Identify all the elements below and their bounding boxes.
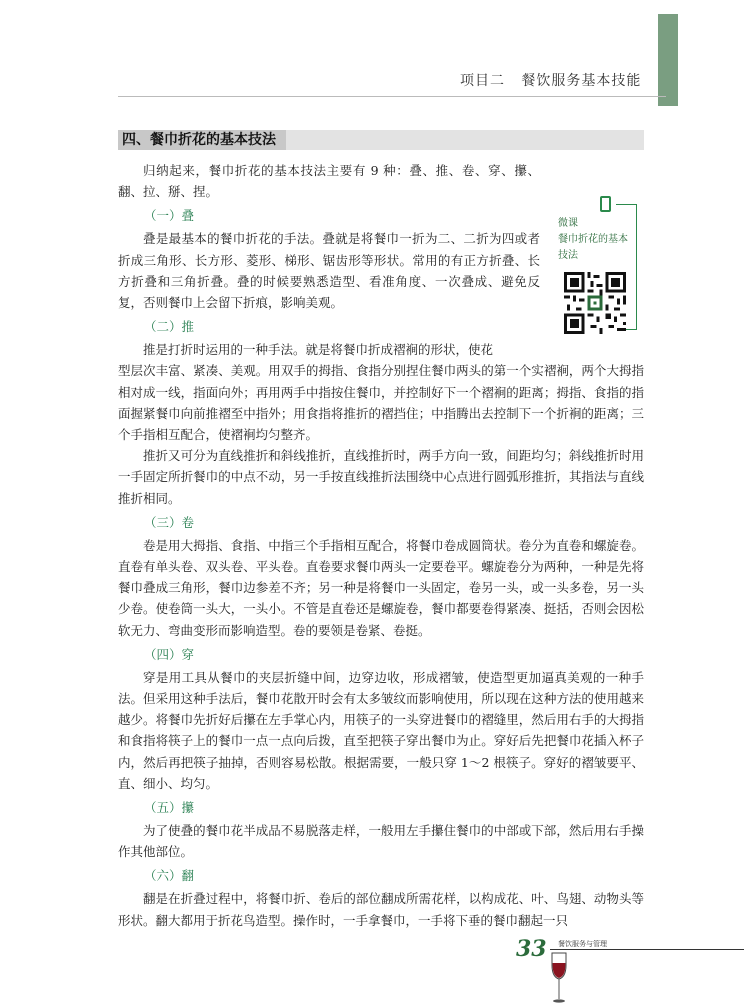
intro-paragraph: 归纳起来，餐巾折花的基本技法主要有 9 种：叠、推、卷、穿、攥、翻、拉、掰、捏。 [118, 163, 540, 200]
header-rule [118, 96, 666, 97]
chapter-tab [658, 14, 678, 106]
qr-code-icon[interactable] [564, 272, 626, 334]
note-line-1: 微课 [558, 218, 578, 229]
note-line-2: 餐巾折花的基本 [558, 234, 628, 245]
heading-fan: （六）翻 [144, 868, 195, 884]
wine-glass-icon [550, 951, 568, 1005]
heading-tui: （二）推 [144, 319, 195, 335]
heading-chuan: （四）穿 [144, 646, 195, 662]
paragraph-zuan: 为了使叠的餐巾花半成品不易脱落走样，一般用左手攥住餐巾的中部或下部，然后用右手操作其他部位。 [118, 823, 644, 860]
heading-zuan: （五）攥 [144, 800, 195, 816]
footer-book-title: 餐饮服务与管理 [558, 940, 607, 948]
page-number: 33 [516, 936, 547, 962]
paragraph-tui-1a: 推是打折时运用的一种手法。就是将餐巾折成褶裥的形状，使花 [143, 342, 494, 358]
micro-lesson-note [556, 196, 646, 346]
page-header-title: 项目二 餐饮服务基本技能 [460, 73, 642, 89]
phone-icon [600, 196, 611, 212]
paragraph-tui-1b: 型层次丰富、紧凑、美观。用双手的拇指、食指分别捏住餐巾两头的第一个实褶裥，两个大拇指相对成一线，指面向外；再用两手中指按住餐巾，并控制好下一个褶裥的距离；拇指、食指的指面握紧餐巾向前推褶至中指外；用食指将推折的褶挡住；中指腾出去控制下一个折裥的距离；三个手指相互配合，使褶裥均匀整齐。 [118, 363, 644, 443]
heading-die: （一）叠 [144, 208, 195, 224]
paragraph-chuan: 穿是用工具从餐巾的夹层折缝中间，边穿边收，形成褶皱，使造型更加逼真美观的一种手法。但采用这种手法后，餐巾花散开时会有太多皱纹而影响使用，所以现在这种方法的使用越来越少。将餐巾先折好后攥在左手掌心内，用筷子的一头穿进餐巾的褶缝里，然后用右手的大拇指和食指将筷子上的餐巾一点一点向后拨，直至把筷子穿出餐巾为止。穿好后先把餐巾花插入杯子内，然后再把筷子抽掉，否则容易松散。根据需要，一般只穿 1～2 根筷子。穿好的褶皱要平、直、细小、均匀。 [118, 669, 644, 791]
paragraph-juan: 卷是用大拇指、食指、中指三个手指相互配合，将餐巾卷成圆筒状。卷分为直卷和螺旋卷。直卷有单头卷、双头卷、平头卷。直卷要求餐巾两头一定要卷平。螺旋卷分为两种，一种是先将餐巾叠成三角形，餐巾边参差不齐；另一种是将餐巾一头固定，卷另一头，或一头多卷，另一头少卷。使卷筒一头大，一头小。不管是直卷还是螺旋卷，餐巾都要卷得紧凑、挺括，否则会因松软无力、弯曲变形而影响造型。卷的要领是卷紧、卷挺。 [118, 537, 644, 638]
note-line-3: 技法 [558, 250, 578, 261]
footer-rule [550, 949, 744, 950]
paragraph-tui-2: 推折又可分为直线推折和斜线推折，直线推折时，两手方向一致，间距均匀；斜线推折时用一手固定所折餐巾的中点不动，另一手按直线推折法围绕中心点进行圆弧形推折，其指法与直线推折相同。 [118, 448, 644, 506]
heading-juan: （三）卷 [144, 514, 195, 530]
paragraph-fan: 翻是在折叠过程中，将餐巾折、卷后的部位翻成所需花样，以构成花、叶、鸟翅、动物头等形状。翻大都用于折花鸟造型。操作时，一手拿餐巾，一手将下垂的餐巾翻起一只 [118, 891, 644, 928]
section-title: 四、餐巾折花的基本技法 [118, 130, 286, 150]
section-bar [118, 130, 644, 150]
paragraph-die: 叠是最基本的餐巾折花的手法。叠就是将餐巾一折为二、二折为四或者折成三角形、长方形、菱形、梯形、锯齿形等形状。常用的有正方折叠、长方折叠和三角折叠。叠的时候要熟悉造型、看准角度、一次叠成、避免反复，否则餐巾上会留下折痕，影响美观。 [118, 231, 540, 311]
